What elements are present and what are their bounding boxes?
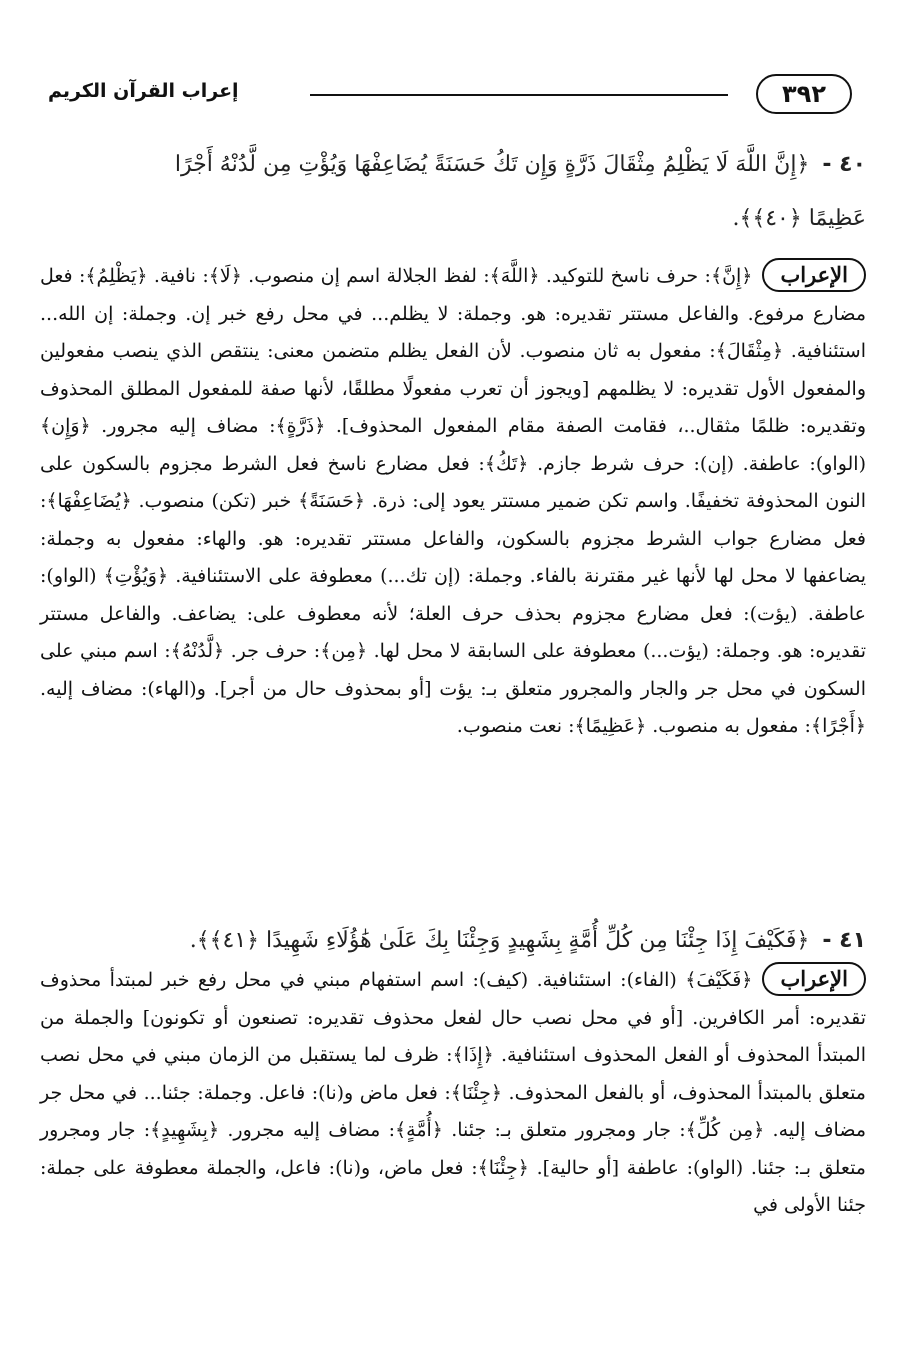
verse-40-line-2 [40,196,866,242]
verse-41-text-1: ﴿فَكَيْفَ إِذَا جِئْنَا مِن كُلِّ أُمَّةٍ بِشَهِيدٍ وَجِئْنَا بِكَ عَلَىٰ هَٰؤُلَاءِ شَهِيدًا ﴿٤١﴾﴾. [189,928,810,953]
irab-40-text: ﴿إِنَّ﴾: حرف ناسخ للتوكيد. ﴿اللَّهَ﴾: لفظ الجلالة اسم إن منصوب. ﴿لَا﴾: نافية. ﴿يَظْلِمُ﴾: فعل مضارع مرفوع. والفاعل مستتر تقديره: هو. وجملة: لا يظلم... في محل رفع خبر إن. وجملة: إن الله... استئنافية. ﴿مِثْقَالَ﴾: مفعول به ثان منصوب. لأن الفعل يظلم متضمن معنى: ينتقص الذي ينصب مفعولين والمفعول الأول تقديره: لا يظلمهم [ويجوز أن تعرب مفعولًا مطلقًا، لأنها صفة للمفعول المطلق المحذوف وتقديره: ظلمًا مثقال..، فقامت الصفة مقام المفعول المحذوف]. ﴿ذَرَّةٍ﴾: مضاف إليه مجرور. ﴿وَإِن﴾ (الواو): عاطفة. (إن): حرف شرط جازم. ﴿تَكُ﴾: فعل مضارع ناسخ فعل الشرط مجزوم بالسكون على النون المحذوفة تخفيفًا. واسم تكن ضمير مستتر يعود إلى: ذرة. ﴿حَسَنَةً﴾ خبر (تكن) منصوب. ﴿يُضَاعِفْهَا﴾: فعل مضارع جواب الشرط مجزوم بالسكون، والفاعل مستتر تقديره: هو. والهاء: مفعول به وجملة: يضاعفها لا محل لها لأنها غير مقترنة بالفاء. وجملة: (إن تك...) معطوفة على الاستئنافية. ﴿وَيُؤْتِ﴾ (الواو): عاطفة. (يؤت): فعل مضارع مجزوم بحذف حرف العلة؛ لأنه معطوف على: يضاعف. والفاعل مستتر تقديره: هو. وجملة: (يؤت...) معطوفة على السابقة لا محل لها. ﴿مِن﴾: حرف جر. ﴿لَّدُنْهُ﴾: اسم مبني على السكون في محل جر والجار والمجرور متعلق بـ: يؤت [أو بمحذوف حال من أجر]. و(الهاء): مضاف إليه. ﴿أَجْرًا﴾: مفعول به منصوب. ﴿عَظِيمًا﴾: نعت منصوب. [40,265,866,737]
book-title: إعراب القرآن الكريم [48,80,239,102]
verse-41-line-1 [40,918,866,964]
irab-41-text: ﴿فَكَيْفَ﴾ (الفاء): استئنافية. (كيف): اسم استفهام مبني في محل رفع خبر لمبتدأ محذوف تقديره: أمر الكافرين. [أو في محل نصب حال لفعل محذوف تقديره: تصنعون أو تكونون] والجملة من المبتدأ المحذوف أو الفعل المحذوف استئنافية. ﴿إِذَا﴾: ظرف لما يستقبل من الزمان مبني في محل نصب متعلق بالمبتدأ المحذوف، أو بالفعل المحذوف. ﴿جِئْنَا﴾: فعل ماض و(نا): فاعل. وجملة: جئنا... في محل جر مضاف إليه. ﴿مِن كُلِّ﴾: جار ومجرور متعلق بـ: جئنا. ﴿أُمَّةٍ﴾: مضاف إليه مجرور. ﴿بِشَهِيدٍ﴾: جار ومجرور متعلق بـ: جئنا. (الواو): عاطفة [أو حالية]. ﴿جِئْنَا﴾: فعل ماض، و(نا): فاعل، والجملة معطوفة على جملة: جئنا الأولى في [40,969,866,1216]
page-header [48,66,852,116]
irab-40-block [40,258,866,746]
verse-41-number: ٤١ - [822,928,866,953]
irab-41-label: الإعراب [762,962,866,996]
irab-40-label: الإعراب [762,258,866,292]
page-number: ٣٩٢ [756,74,852,114]
verse-40-line-1 [40,142,866,188]
irab-41-block [40,962,866,1225]
verse-40-text-2: عَظِيمًا ﴿٤٠﴾﴾. [732,206,866,231]
verse-40-text-1: ﴿إِنَّ اللَّهَ لَا يَظْلِمُ مِثْقَالَ ذَرَّةٍ وَإِن تَكُ حَسَنَةً يُضَاعِفْهَا وَيُؤْتِ مِن لَّدُنْهُ أَجْرًا [174,152,810,177]
header-rule [310,94,728,96]
verse-40-number: ٤٠ - [822,152,866,177]
